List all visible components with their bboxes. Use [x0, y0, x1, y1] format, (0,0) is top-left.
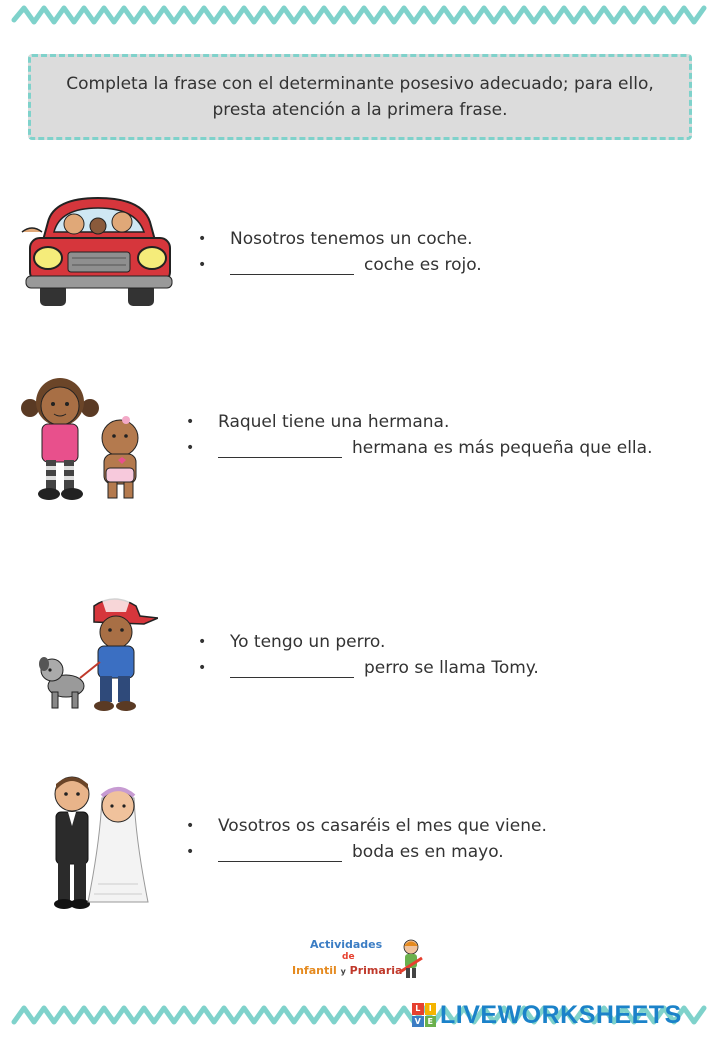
instruction-line-1: Completa la frase con el determinante posesivo adecuado; para ello, — [66, 74, 654, 94]
bullet: • — [198, 231, 207, 247]
kid-mascot-icon — [396, 938, 426, 980]
live-badge-icon: L I V E — [412, 1003, 436, 1027]
bullet: • — [186, 818, 195, 834]
bullet: • — [186, 440, 195, 456]
sentence-text: Raquel tiene una hermana. — [218, 412, 450, 432]
answer-input[interactable] — [230, 658, 354, 678]
logo-line-3: Infantil y Primaria — [292, 964, 403, 977]
actividades-logo — [292, 938, 432, 982]
bullet: • — [186, 844, 195, 860]
exercise-2 — [186, 409, 652, 461]
brand-name: LIVEWORKSHEETS — [440, 1000, 682, 1029]
wedding-couple-illustration — [42, 772, 152, 910]
instruction-text — [66, 71, 654, 123]
sentence-line — [198, 629, 539, 655]
bullet: • — [198, 257, 207, 273]
answer-input[interactable] — [218, 842, 342, 862]
boy-with-dog-illustration — [36, 592, 158, 716]
bullet: • — [198, 634, 207, 650]
completion-line — [198, 655, 539, 681]
completion-line — [186, 435, 652, 461]
instruction-line-2: presta atención a la primera frase. — [212, 100, 508, 120]
instruction-box — [28, 54, 692, 140]
sentence-text: Yo tengo un perro. — [230, 632, 386, 652]
top-zigzag-border — [0, 0, 720, 34]
logo-line-1: Actividades — [310, 938, 383, 951]
answer-input[interactable] — [218, 438, 342, 458]
completion-line — [198, 252, 482, 278]
sentence-text: Nosotros tenemos un coche. — [230, 229, 473, 249]
exercise-3 — [198, 629, 539, 681]
completion-text: coche es rojo. — [364, 255, 482, 275]
completion-text: perro se llama Tomy. — [364, 658, 539, 678]
bullet: • — [198, 660, 207, 676]
sentence-line — [198, 226, 482, 252]
sentence-text: Vosotros os casaréis el mes que viene. — [218, 816, 547, 836]
logo-line-2: de — [342, 952, 355, 962]
exercise-1 — [198, 226, 482, 278]
completion-line — [186, 839, 547, 865]
answer-input[interactable] — [230, 255, 354, 275]
bullet: • — [186, 414, 195, 430]
sentence-line — [186, 813, 547, 839]
sentence-line — [186, 409, 652, 435]
exercise-4 — [186, 813, 547, 865]
girl-and-baby-illustration — [16, 372, 148, 504]
completion-text: hermana es más pequeña que ella. — [352, 438, 653, 458]
completion-text: boda es en mayo. — [352, 842, 504, 862]
liveworksheets-brand — [412, 1000, 682, 1030]
family-car-illustration — [18, 192, 180, 310]
